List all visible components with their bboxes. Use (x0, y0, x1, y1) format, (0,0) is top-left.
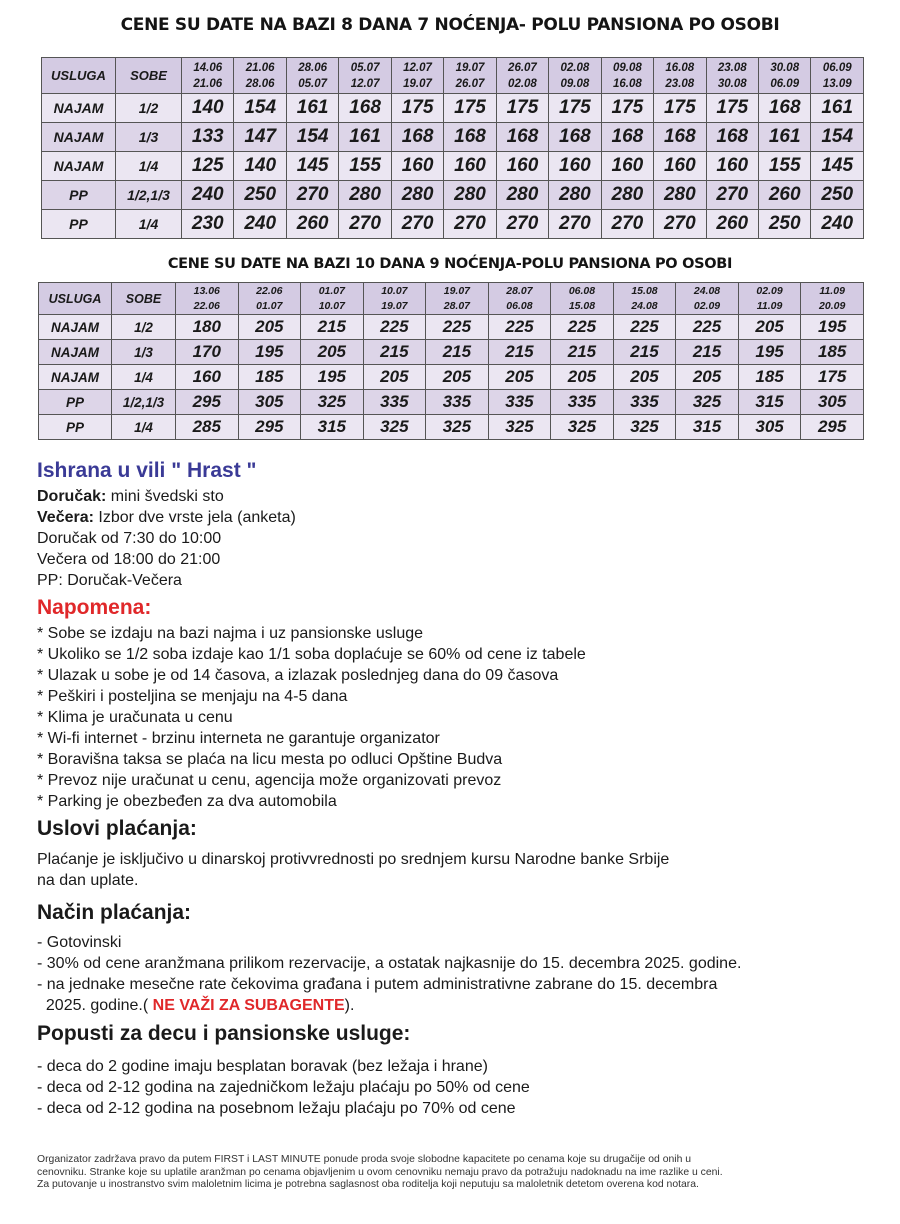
price-cell: 280 (339, 181, 391, 210)
period-start: 06.08 (568, 284, 596, 297)
price-cell: 168 (496, 123, 548, 152)
list-item: * Ulazak u sobe je od 14 časova, a izlazak poslednjeg dana do 09 časova (37, 667, 559, 684)
price-cell: 160 (496, 152, 548, 181)
price-cell: 205 (551, 365, 614, 390)
price-cell: 125 (182, 152, 234, 181)
ishrana-section (37, 486, 296, 591)
price-cell: 315 (676, 415, 739, 440)
price-cell: 225 (363, 315, 426, 340)
price-cell: 295 (176, 390, 239, 415)
price-cell: 154 (811, 123, 864, 152)
room-cell: 1/2 (116, 94, 182, 123)
price-cell: 205 (301, 340, 364, 365)
service-cell: PP (39, 415, 112, 440)
table2-period-header (488, 283, 551, 315)
uslovi-heading: Uslovi plaćanja: (37, 817, 197, 840)
price-cell: 325 (426, 415, 489, 440)
price-cell: 270 (391, 210, 443, 239)
vecera-time: Večera od 18:00 do 21:00 (37, 551, 221, 568)
price-cell: 325 (488, 415, 551, 440)
table1-period-header (706, 58, 758, 94)
price-cell: 315 (301, 415, 364, 440)
period-start: 02.09 (756, 284, 783, 297)
service-cell: NAJAM (42, 152, 116, 181)
period-end: 28.06 (245, 77, 275, 90)
price-cell: 154 (286, 123, 338, 152)
price-cell: 185 (738, 365, 801, 390)
period-end: 09.08 (560, 77, 590, 90)
price-cell: 145 (811, 152, 864, 181)
table1-title: CENE SU DATE NA BAZI 8 DANA 7 NOĆENJA- POLU PANSIONA PO OSOBI (120, 15, 780, 35)
pp-line: PP: Doručak-Večera (37, 572, 182, 589)
nacin-line-1: - Gotovinski (37, 934, 122, 951)
price-cell: 175 (706, 94, 758, 123)
price-cell: 195 (238, 340, 301, 365)
price-cell: 175 (444, 94, 496, 123)
room-cell: 1/4 (116, 152, 182, 181)
period-start: 30.08 (770, 61, 800, 74)
price-cell: 305 (738, 415, 801, 440)
price-table-7-nights (41, 57, 864, 239)
service-cell: PP (42, 181, 116, 210)
price-cell: 215 (363, 340, 426, 365)
price-cell: 195 (301, 365, 364, 390)
price-cell: 270 (286, 181, 338, 210)
period-end: 19.07 (381, 299, 408, 312)
table2-period-header (613, 283, 676, 315)
price-cell: 168 (601, 123, 653, 152)
price-cell: 168 (444, 123, 496, 152)
dorucak-label: Doručak: (37, 488, 107, 505)
period-start: 28.07 (506, 284, 533, 297)
room-cell: 1/2 (112, 315, 176, 340)
table1-period-header (654, 58, 706, 94)
price-cell: 280 (444, 181, 496, 210)
table1-body (42, 94, 864, 239)
price-cell: 325 (613, 415, 676, 440)
list-item: * Sobe se izdaju na bazi najma i uz pansionske usluge (37, 625, 424, 642)
subagent-warning: NE VAŽI ZA SUBAGENTE (148, 997, 345, 1014)
price-cell: 195 (801, 315, 864, 340)
price-cell: 250 (811, 181, 864, 210)
price-cell: 154 (234, 94, 286, 123)
price-cell: 225 (551, 315, 614, 340)
price-cell: 270 (549, 210, 601, 239)
price-cell: 133 (182, 123, 234, 152)
period-start: 11.09 (819, 284, 845, 297)
table-row (39, 415, 864, 440)
table2-period-header (801, 283, 864, 315)
period-start: 09.08 (612, 61, 642, 74)
price-cell: 160 (549, 152, 601, 181)
price-cell: 168 (758, 94, 810, 123)
price-cell: 260 (286, 210, 338, 239)
table1-period-header (182, 58, 234, 94)
period-start: 23.08 (717, 61, 747, 74)
service-cell: PP (39, 390, 112, 415)
price-cell: 215 (488, 340, 551, 365)
price-cell: 170 (176, 340, 239, 365)
period-start: 19.07 (443, 284, 471, 297)
price-cell: 168 (391, 123, 443, 152)
price-cell: 315 (738, 390, 801, 415)
footer-disclaimer (37, 1154, 867, 1192)
price-cell: 205 (238, 315, 301, 340)
price-cell: 140 (182, 94, 234, 123)
list-item: * Klima je uračunata u cenu (37, 709, 233, 726)
service-cell: NAJAM (42, 94, 116, 123)
price-cell: 160 (391, 152, 443, 181)
table2-period-header (363, 283, 426, 315)
price-cell: 168 (706, 123, 758, 152)
table-row (39, 340, 864, 365)
table2-period-header (238, 283, 301, 315)
price-cell: 140 (234, 152, 286, 181)
price-cell: 161 (286, 94, 338, 123)
table1-period-header (549, 58, 601, 94)
period-end: 20.09 (819, 299, 846, 312)
table-row (39, 390, 864, 415)
list-item: * Parking je obezbeđen za dva automobila (37, 793, 337, 810)
nacin-section (37, 932, 741, 1016)
list-item: - deca do 2 godine imaju besplatan boravak (bez ležaja i hrane) (37, 1058, 488, 1075)
price-cell: 155 (339, 152, 391, 181)
price-cell: 160 (654, 152, 706, 181)
nacin-heading: Način plaćanja: (37, 901, 192, 924)
price-cell: 185 (238, 365, 301, 390)
table1-period-header (496, 58, 548, 94)
price-cell: 168 (339, 94, 391, 123)
footer-line-1: Organizator zadržava pravo da putem FIRST i LAST MINUTE ponude proda svoje slobodne kapacitete po cenama koje su drugačije od onih u (37, 1154, 692, 1165)
nacin-line-4 (37, 995, 741, 1016)
table2-period-header (551, 283, 614, 315)
price-cell: 205 (676, 365, 739, 390)
nacin-line-2: - 30% od cene aranžmana prilikom rezervacije, a ostatak najkasnije do 15. decembra 2025. godine. (37, 955, 742, 972)
price-cell: 215 (551, 340, 614, 365)
price-cell: 161 (811, 94, 864, 123)
price-cell: 175 (496, 94, 548, 123)
price-cell: 280 (654, 181, 706, 210)
service-cell: PP (42, 210, 116, 239)
nacin-line-3: - na jednake mesečne rate čekovima građana i putem administrativne zabrane do 15. decembra (37, 976, 718, 993)
vecera-label: Večera: (37, 509, 94, 526)
price-cell: 185 (801, 340, 864, 365)
price-cell: 285 (176, 415, 239, 440)
price-cell: 325 (676, 390, 739, 415)
price-cell: 161 (339, 123, 391, 152)
price-cell: 240 (811, 210, 864, 239)
room-cell: 1/4 (112, 415, 176, 440)
table1-col-sobe: SOBE (116, 58, 182, 94)
price-cell: 225 (676, 315, 739, 340)
period-end: 21.06 (193, 77, 223, 90)
service-cell: NAJAM (42, 123, 116, 152)
period-end: 26.07 (455, 77, 485, 90)
price-cell: 147 (234, 123, 286, 152)
table2-period-header (176, 283, 239, 315)
price-cell: 280 (391, 181, 443, 210)
period-end: 12.07 (350, 77, 380, 90)
period-end: 05.07 (298, 77, 328, 90)
room-cell: 1/3 (112, 340, 176, 365)
popusti-list (37, 1056, 530, 1119)
price-cell: 225 (488, 315, 551, 340)
ishrana-heading: Ishrana u vili " Hrast " (37, 459, 257, 482)
period-end: 06.09 (770, 77, 800, 90)
price-cell: 295 (238, 415, 301, 440)
price-cell: 160 (176, 365, 239, 390)
period-end: 11.09 (756, 299, 783, 312)
table2-period-header (738, 283, 801, 315)
uslovi-line-1: Plaćanje je isključivo u dinarskoj protivvrednosti po srednjem kursu Narodne banke Srbije (37, 851, 670, 868)
price-cell: 160 (706, 152, 758, 181)
table-row (42, 181, 864, 210)
price-cell: 335 (426, 390, 489, 415)
price-cell: 225 (426, 315, 489, 340)
price-cell: 280 (601, 181, 653, 210)
price-cell: 250 (234, 181, 286, 210)
price-cell: 175 (549, 94, 601, 123)
list-item: * Peškiri i posteljina se menjaju na 4-5 dana (37, 688, 348, 705)
period-end: 02.09 (693, 299, 721, 312)
room-cell: 1/2,1/3 (112, 390, 176, 415)
price-cell: 260 (758, 181, 810, 210)
period-end: 24.08 (631, 299, 658, 312)
period-end: 23.08 (665, 77, 695, 90)
table1-period-header (811, 58, 864, 94)
price-cell: 215 (426, 340, 489, 365)
table2-body (39, 315, 864, 440)
price-cell: 305 (238, 390, 301, 415)
price-cell: 205 (613, 365, 676, 390)
table2-col-usluga: USLUGA (39, 283, 112, 315)
table2-period-header (426, 283, 489, 315)
period-end: 15.08 (568, 299, 596, 312)
period-start: 01.07 (318, 284, 345, 297)
table2-period-header (301, 283, 364, 315)
list-item: * Wi-fi internet - brzinu interneta ne garantuje organizator (37, 730, 440, 747)
period-start: 16.08 (665, 61, 695, 74)
period-end: 19.07 (403, 77, 432, 90)
period-end: 16.08 (612, 77, 642, 90)
price-cell: 335 (363, 390, 426, 415)
period-start: 22.06 (256, 284, 283, 297)
price-cell: 205 (738, 315, 801, 340)
period-end: 28.07 (443, 299, 471, 312)
table1-period-header (444, 58, 496, 94)
period-end: 10.07 (318, 299, 345, 312)
service-cell: NAJAM (39, 365, 112, 390)
table1-period-header (391, 58, 443, 94)
table1-period-header (339, 58, 391, 94)
period-start: 14.06 (193, 61, 223, 74)
price-table-9-nights (38, 282, 864, 440)
price-cell: 325 (551, 415, 614, 440)
price-cell: 205 (488, 365, 551, 390)
popusti-heading: Popusti za decu i pansionske usluge: (37, 1022, 411, 1045)
price-cell: 168 (654, 123, 706, 152)
table2-period-header (676, 283, 739, 315)
table-row (42, 152, 864, 181)
price-cell: 270 (496, 210, 548, 239)
room-cell: 1/2,1/3 (116, 181, 182, 210)
period-start: 26.07 (508, 61, 537, 74)
table1-period-header (758, 58, 810, 94)
price-cell: 240 (234, 210, 286, 239)
period-end: 02.08 (508, 77, 537, 90)
vecera-line (37, 507, 296, 528)
price-cell: 325 (301, 390, 364, 415)
room-cell: 1/4 (112, 365, 176, 390)
table-row (42, 210, 864, 239)
period-start: 10.07 (381, 284, 408, 297)
price-cell: 295 (801, 415, 864, 440)
list-item: - deca od 2-12 godina na zajedničkom ležaju plaćaju po 50% od cene (37, 1079, 530, 1096)
price-cell: 260 (706, 210, 758, 239)
price-cell: 215 (301, 315, 364, 340)
price-cell: 270 (706, 181, 758, 210)
price-cell: 250 (758, 210, 810, 239)
period-start: 15.08 (631, 284, 658, 297)
price-cell: 215 (613, 340, 676, 365)
price-cell: 175 (601, 94, 653, 123)
vecera-value: Izbor dve vrste jela (anketa) (93, 509, 296, 526)
period-start: 05.07 (350, 61, 380, 74)
uslovi-line-2: na dan uplate. (37, 872, 139, 889)
period-start: 12.07 (403, 61, 432, 74)
price-cell: 180 (176, 315, 239, 340)
price-cell: 175 (391, 94, 443, 123)
table-row (39, 315, 864, 340)
price-cell: 240 (182, 181, 234, 210)
period-end: 13.09 (822, 77, 852, 90)
table1-header-row (42, 58, 864, 94)
table2-title: CENE SU DATE NA BAZI 10 DANA 9 NOĆENJA-POLU PANSIONA PO OSOBI (167, 256, 733, 272)
price-cell: 205 (426, 365, 489, 390)
period-start: 24.08 (693, 284, 721, 297)
uslovi-section (37, 849, 669, 891)
period-start: 02.08 (560, 61, 590, 74)
table1-period-header (234, 58, 286, 94)
table-row (42, 94, 864, 123)
footer-line-3: Za putovanje u inostranstvo svim maloletnim licima je potrebna saglasnost oba roditelja koji neputuju sa maloletnik detetom overena kod notara. (37, 1179, 699, 1190)
period-start: 06.09 (822, 61, 852, 74)
price-cell: 175 (654, 94, 706, 123)
period-end: 22.06 (193, 299, 220, 312)
napomena-heading: Napomena: (37, 596, 152, 619)
price-cell: 205 (363, 365, 426, 390)
price-cell: 195 (738, 340, 801, 365)
price-cell: 230 (182, 210, 234, 239)
list-item: * Ukoliko se 1/2 soba izdaje kao 1/1 soba doplaćuje se 60% od cene iz tabele (37, 646, 586, 663)
price-cell: 270 (339, 210, 391, 239)
table1-col-usluga: USLUGA (42, 58, 116, 94)
table1-period-header (286, 58, 338, 94)
period-start: 28.06 (298, 61, 328, 74)
dorucak-value: mini švedski sto (106, 488, 224, 505)
price-cell: 305 (801, 390, 864, 415)
table2-header-row (39, 283, 864, 315)
period-end: 06.08 (506, 299, 533, 312)
table-row (42, 123, 864, 152)
price-cell: 270 (654, 210, 706, 239)
price-cell: 280 (496, 181, 548, 210)
dorucak-time: Doručak od 7:30 do 10:00 (37, 530, 222, 547)
price-cell: 335 (551, 390, 614, 415)
price-cell: 335 (613, 390, 676, 415)
room-cell: 1/3 (116, 123, 182, 152)
period-start: 13.06 (193, 284, 220, 297)
dorucak-line (37, 486, 296, 507)
service-cell: NAJAM (39, 340, 112, 365)
period-end: 01.07 (256, 299, 283, 312)
price-cell: 270 (444, 210, 496, 239)
list-item: * Boravišna taksa se plaća na licu mesta po odluci Opštine Budva (37, 751, 503, 768)
room-cell: 1/4 (116, 210, 182, 239)
price-cell: 155 (758, 152, 810, 181)
price-cell: 160 (601, 152, 653, 181)
table1-period-header (601, 58, 653, 94)
price-cell: 161 (758, 123, 810, 152)
list-item: * Prevoz nije uračunat u cenu, agencija može organizovati prevoz (37, 772, 502, 789)
price-cell: 325 (363, 415, 426, 440)
price-cell: 335 (488, 390, 551, 415)
table2-col-sobe: SOBE (112, 283, 176, 315)
napomena-list (37, 623, 586, 812)
price-cell: 215 (676, 340, 739, 365)
price-cell: 168 (549, 123, 601, 152)
price-cell: 225 (613, 315, 676, 340)
period-end: 30.08 (717, 77, 747, 90)
list-item: - deca od 2-12 godina na posebnom ležaju plaćaju po 70% od cene (37, 1100, 516, 1117)
price-cell: 280 (549, 181, 601, 210)
price-cell: 145 (286, 152, 338, 181)
price-cell: 270 (601, 210, 653, 239)
nacin-line-4-pre: 2025. godine.( (37, 997, 149, 1014)
period-start: 21.06 (245, 61, 275, 74)
period-start: 19.07 (455, 61, 485, 74)
service-cell: NAJAM (39, 315, 112, 340)
nacin-line-4-post: ). (344, 997, 355, 1014)
footer-line-2: cenovniku. Stranke koje su uplatile aranžman po cenama objavljenim u ovom cenovniku nemaju pravo da potražuju nadoknadu na ime razlike u ceni. (37, 1166, 723, 1178)
table-row (39, 365, 864, 390)
price-cell: 175 (801, 365, 864, 390)
price-cell: 160 (444, 152, 496, 181)
